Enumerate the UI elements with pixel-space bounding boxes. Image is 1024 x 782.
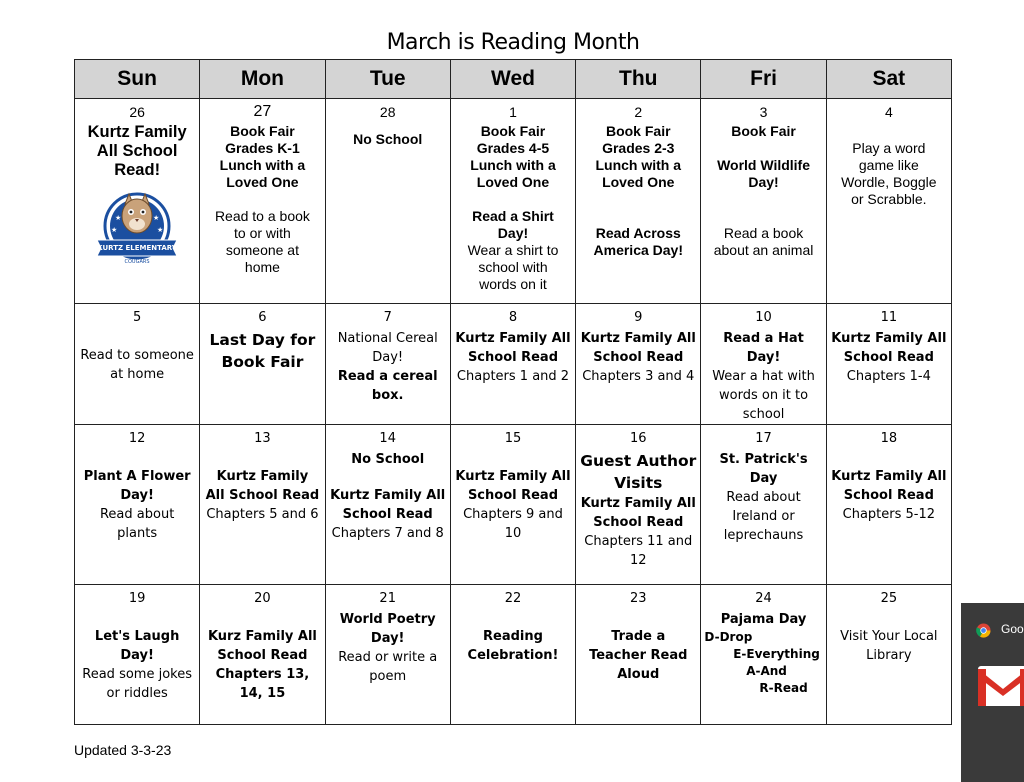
event-desc: Read about <box>99 507 175 522</box>
event-title: D-Drop <box>704 630 753 644</box>
event-desc: poem <box>369 669 407 684</box>
event-desc: at home <box>110 367 165 382</box>
day-cell-mar-1 <box>450 99 575 304</box>
event-desc: Read to someone <box>80 348 194 363</box>
event-title: Day! <box>497 225 529 241</box>
event-desc: Read to a book <box>214 208 310 224</box>
day-number: 10 <box>755 310 772 325</box>
event-title: World Wildlife <box>717 157 811 173</box>
event-desc: Day! <box>372 350 404 365</box>
event-title: School Read <box>467 488 559 503</box>
event-title: Book Fair <box>480 123 546 139</box>
event-title: Kurtz Family <box>216 469 309 484</box>
event-desc: Read some jokes <box>82 667 192 682</box>
day-number: 18 <box>880 431 898 446</box>
event-desc: home <box>244 259 280 275</box>
event-title: Book Fair <box>731 123 796 139</box>
day-number: 4 <box>884 104 893 120</box>
day-number: 2 <box>634 104 643 120</box>
event-title: 14, 15 <box>239 686 286 701</box>
event-title: Last Day for <box>209 331 316 349</box>
taskbar-app-label[interactable]: Goo <box>1001 622 1024 636</box>
event-title: Day! <box>370 631 405 646</box>
event-desc: Play a word <box>852 140 926 156</box>
event-title: Lunch with a <box>470 157 556 173</box>
event-title: Day! <box>120 488 154 503</box>
event-title: Day <box>749 471 778 486</box>
event-title: Kurtz Family All <box>330 488 446 503</box>
event-title: Kurz Family All <box>207 629 317 644</box>
header-fri: Fri <box>701 60 826 99</box>
event-title: No School <box>351 452 425 467</box>
calendar-header-row <box>75 60 952 99</box>
updated-date: Updated 3-3-23 <box>74 742 172 758</box>
day-cell-mar-17 <box>701 425 826 585</box>
day-number: 12 <box>128 431 146 446</box>
event-title: School Read <box>342 507 433 522</box>
event-title: Kurtz Family All <box>580 331 696 346</box>
event-desc: Chapters 5 and 6 <box>206 507 319 522</box>
event-title: St. Patrick's <box>719 452 808 467</box>
event-title: A-And <box>746 664 787 678</box>
day-cell-mar-11 <box>826 304 951 425</box>
event-title: School Read <box>843 488 934 503</box>
logo-ring-text: KURTZ ELEMENTARY <box>97 244 177 252</box>
event-title: No School <box>353 131 423 147</box>
event-desc: Chapters 3 and 4 <box>582 369 695 384</box>
event-title: Pajama Day <box>720 612 807 627</box>
event-title: Trade a <box>611 629 666 644</box>
svg-text:★: ★ <box>153 215 160 222</box>
day-number: 13 <box>254 431 271 446</box>
day-number: 1 <box>509 104 517 120</box>
day-number: 21 <box>379 591 396 606</box>
day-number: 22 <box>504 591 522 606</box>
event-title: School Read <box>843 350 934 365</box>
day-number: 26 <box>129 104 145 120</box>
event-title: Loved One <box>476 174 550 190</box>
event-desc: game like <box>858 157 919 173</box>
event-desc: Visit Your Local <box>840 629 938 644</box>
event-title: Read Across <box>595 225 681 241</box>
day-number: 14 <box>379 431 396 446</box>
event-title: School Read <box>217 648 308 663</box>
event-title: Book Fair <box>230 123 295 139</box>
day-cell-feb-26 <box>75 99 200 304</box>
event-title: Kurtz Family All <box>831 469 947 484</box>
day-cell-mar-20 <box>200 585 325 725</box>
event-desc: Wordle, Boggle <box>841 174 937 190</box>
event-desc: Chapters 9 and <box>463 507 563 522</box>
event-title: Lunch with a <box>219 157 306 173</box>
day-cell-mar-15 <box>450 425 575 585</box>
event-title: Kurtz Family All <box>831 331 947 346</box>
day-number: 11 <box>880 310 898 325</box>
event-desc: plants <box>117 526 158 541</box>
event-title: Aloud <box>617 667 660 682</box>
event-title: Read a cereal <box>337 369 438 384</box>
event-title: Read a Hat Day! <box>723 331 804 365</box>
svg-text:★: ★ <box>115 215 122 222</box>
day-number: 5 <box>133 310 142 325</box>
event-title: Grades 4-5 <box>476 140 550 156</box>
calendar-week <box>75 99 952 304</box>
day-cell-mar-7 <box>325 304 450 425</box>
event-title: Guest Author <box>580 452 697 470</box>
header-tue: Tue <box>325 60 450 99</box>
event-desc: words on it <box>479 276 547 292</box>
event-title: All School Read <box>205 488 320 503</box>
event-title: Chapters 13, <box>215 667 310 682</box>
cougar-mascot-icon <box>93 186 181 266</box>
day-cell-mar-6 <box>200 304 325 425</box>
day-cell-mar-5 <box>75 304 200 425</box>
event-desc: or riddles <box>106 686 168 701</box>
event-title: Grades 2-3 <box>602 140 675 156</box>
school-mascot-logo <box>93 186 181 266</box>
day-cell-feb-27 <box>200 99 325 304</box>
event-desc: Chapters 5-12 <box>842 507 936 522</box>
event-title: Loved One <box>602 174 675 190</box>
calendar-grid <box>74 59 952 725</box>
event-desc: someone at <box>225 242 299 258</box>
day-cell-mar-10 <box>701 304 826 425</box>
event-title: Loved One <box>226 174 299 190</box>
calendar-week <box>75 585 952 725</box>
day-number: 8 <box>508 310 518 325</box>
event-desc: Wear a hat with <box>712 369 815 384</box>
day-number: 19 <box>128 591 146 606</box>
event-title: Reading <box>483 629 543 644</box>
event-title: Kurtz Family All <box>455 331 571 346</box>
day-number: 16 <box>629 431 647 446</box>
event-desc: Chapters 7 and 8 <box>331 526 444 541</box>
event-desc: Chapters 11 and <box>584 534 693 549</box>
event-title: Day! <box>748 174 779 190</box>
event-title: Teacher Read <box>589 648 688 663</box>
day-cell-mar-19 <box>75 585 200 725</box>
event-title: R-Read <box>759 681 808 695</box>
event-desc: Read a book <box>723 225 804 241</box>
day-number: 28 <box>379 104 396 120</box>
calendar-week <box>75 304 952 425</box>
header-sun: Sun <box>75 60 200 99</box>
day-cell-mar-24 <box>701 585 826 725</box>
event-desc: school <box>742 407 785 422</box>
event-title: All School <box>96 142 178 160</box>
day-cell-mar-8 <box>450 304 575 425</box>
event-desc: Chapters 1 and 2 <box>456 369 570 384</box>
event-title: E-Everything <box>733 647 820 661</box>
header-mon: Mon <box>200 60 325 99</box>
day-cell-mar-3 <box>701 99 826 304</box>
taskbar-dock <box>961 603 1024 782</box>
event-desc: Read or write a <box>338 650 438 665</box>
event-title: World Poetry <box>339 612 436 627</box>
day-cell-feb-28 <box>325 99 450 304</box>
day-cell-mar-25 <box>826 585 951 725</box>
day-cell-mar-2 <box>576 99 701 304</box>
day-cell-mar-12 <box>75 425 200 585</box>
event-title: box. <box>371 388 404 403</box>
day-cell-mar-18 <box>826 425 951 585</box>
event-title: Grades K-1 <box>225 140 300 156</box>
event-title: School Read <box>467 350 559 365</box>
event-title: Visits <box>614 474 663 492</box>
event-desc: school with <box>478 259 548 275</box>
event-desc: 10 <box>504 526 522 541</box>
day-number: 27 <box>253 103 272 120</box>
day-number: 15 <box>504 431 522 446</box>
event-title: Celebration! <box>467 648 559 663</box>
day-number: 24 <box>755 591 772 606</box>
day-number: 7 <box>383 310 392 325</box>
event-desc: to or with <box>234 225 291 241</box>
day-number: 9 <box>634 310 643 325</box>
event-title: America Day! <box>593 242 684 258</box>
svg-text:★: ★ <box>157 227 164 234</box>
event-title: School Read <box>593 515 684 530</box>
day-number: 23 <box>629 591 647 606</box>
day-number: 20 <box>254 591 271 606</box>
chrome-icon[interactable] <box>976 623 991 638</box>
event-desc: words on it to <box>719 388 809 403</box>
event-title: Book Fair <box>605 123 671 139</box>
event-title: Read a Shirt <box>472 208 554 224</box>
event-title: Read! <box>114 161 161 179</box>
event-title: Kurtz Family All <box>580 496 696 511</box>
header-wed: Wed <box>450 60 575 99</box>
calendar-week <box>75 425 952 585</box>
svg-text:★: ★ <box>111 227 118 234</box>
day-number: 3 <box>759 104 768 120</box>
event-desc: or Scrabble. <box>851 191 927 207</box>
event-title: Kurtz Family All <box>455 469 571 484</box>
event-desc: 12 <box>629 553 647 568</box>
day-cell-mar-9 <box>576 304 701 425</box>
day-cell-mar-16 <box>576 425 701 585</box>
event-desc: Library <box>866 648 912 663</box>
event-desc: about an animal <box>713 242 814 258</box>
event-desc: National Cereal <box>337 331 438 346</box>
event-desc: Read about <box>726 490 801 505</box>
event-desc: leprechauns <box>723 528 804 543</box>
event-title: Book Fair <box>221 353 304 371</box>
page-title: March is Reading Month <box>386 30 640 55</box>
event-title: Kurtz Family <box>87 123 187 141</box>
day-number: 17 <box>755 431 772 446</box>
day-cell-mar-23 <box>576 585 701 725</box>
day-cell-mar-14 <box>325 425 450 585</box>
event-title: Let's Laugh Day! <box>94 629 180 663</box>
day-number: 6 <box>258 310 267 325</box>
header-sat: Sat <box>826 60 951 99</box>
header-thu: Thu <box>576 60 701 99</box>
gmail-icon[interactable] <box>977 665 1024 707</box>
event-desc: Wear a shirt to <box>467 242 559 258</box>
event-desc: Ireland or <box>732 509 795 524</box>
event-title: Plant A Flower <box>83 469 191 484</box>
day-cell-mar-21 <box>325 585 450 725</box>
logo-ribbon-text: COUGARS <box>124 259 150 265</box>
day-cell-mar-4 <box>826 99 951 304</box>
event-title: School Read <box>593 350 684 365</box>
event-desc: Chapters 1-4 <box>846 369 931 384</box>
day-number: 25 <box>880 591 898 606</box>
day-cell-mar-13 <box>200 425 325 585</box>
day-cell-mar-22 <box>450 585 575 725</box>
event-title: Lunch with a <box>595 157 682 173</box>
